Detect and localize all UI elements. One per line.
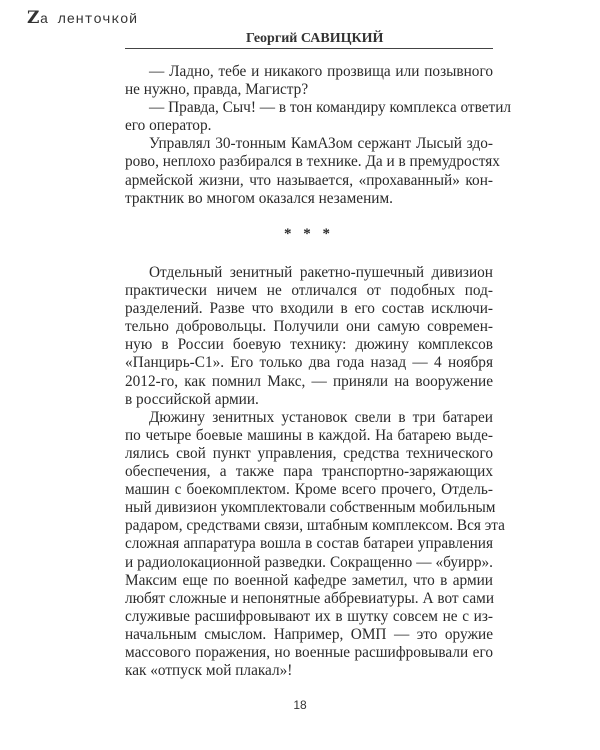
text-line: не нужно, правда, Магистр? [125, 81, 309, 99]
text-line: служивые расшифровывают их в шутку совсем не с из- [125, 607, 493, 625]
paragraph [125, 135, 500, 207]
text-line: в российской армии. [125, 390, 259, 408]
text-line: Управлял 30-тонным КамАЗом сержант Лысый здо- [149, 135, 493, 153]
text-line: 2012-го, как помнил Макс, — приняли на вооружение [125, 372, 493, 390]
text-line: его оператор. [125, 117, 212, 135]
series-initial: Z [27, 8, 40, 28]
text-line: массового поражения, но военные расшифровывали его [125, 643, 493, 661]
text-line: как «отпуск мой плакал»! [125, 662, 293, 680]
text-line: Максим еще по военной кафедре заметил, что в армии [125, 571, 493, 589]
text-line: трактник во многом оказался незаменим. [125, 189, 393, 207]
text-line: армейской жизни, что называется, «прохаванный» кон- [125, 171, 493, 189]
series-rest: а ленточкой [39, 12, 138, 28]
text-line: ную в России боевую технику: дюжину комплексов [125, 336, 493, 354]
paragraph [125, 264, 493, 409]
text-line: Дюжину зенитных установок свели в три батареи [149, 408, 493, 426]
book-series-title [27, 8, 138, 28]
paragraph [125, 99, 512, 135]
text-line: и радиолокационной разведки. Сокращенно — «буирр». [125, 553, 493, 571]
header-rule [125, 48, 493, 49]
text-line: тельно добровольцы. Получили они самую современ- [125, 318, 493, 336]
paragraph [125, 408, 505, 680]
text-line: лялись свой пункт управления, средства технического [125, 444, 493, 462]
text-line: ный дивизион укомплектовали собственным мобильным [125, 499, 496, 517]
text-line: — Правда, Сыч! — в тон командиру комплекса ответил [149, 99, 512, 117]
text-line: сложная аппаратура вошла в состав батареи управления [125, 535, 493, 553]
text-line: практически ничем не отличался от подобных под- [125, 282, 493, 300]
text-section-2 [125, 264, 505, 680]
text-line: Отдельный зенитный ракетно-пушечный дивизион [149, 264, 493, 281]
text-line: — Ладно, тебе и никакого прозвища или позывного [149, 63, 493, 80]
page-number: 18 [293, 698, 307, 712]
text-line: по четыре боевые машины в каждой. На батарею выде- [125, 426, 493, 444]
text-line: «Панцирь-С1». Его только два года назад — 4 ноября [125, 354, 493, 372]
text-line: рово, неплохо разбирался в технике. Да и в премудростях [125, 153, 500, 171]
section-separator: * * * [284, 226, 334, 242]
text-line: любят сложные и непонятные аббревиатуры. А вот сами [125, 589, 495, 607]
text-line: машин с боекомплектом. Кроме всего прочего, Отдель- [125, 481, 493, 499]
text-line: радаром, средствами связи, штабным комплексом. Вся эта [125, 517, 505, 535]
text-section-1 [125, 63, 512, 208]
running-head-author: Георгий САВИЦКИЙ [246, 31, 384, 46]
text-line: обеспечения, а также пара транспортно-заряжающих [125, 463, 493, 481]
text-line: разделений. Разве что входили в его состав исключи- [125, 300, 493, 318]
paragraph [125, 63, 493, 99]
text-line: начальным смыслом. Например, ОМП — это оружие [125, 625, 493, 643]
